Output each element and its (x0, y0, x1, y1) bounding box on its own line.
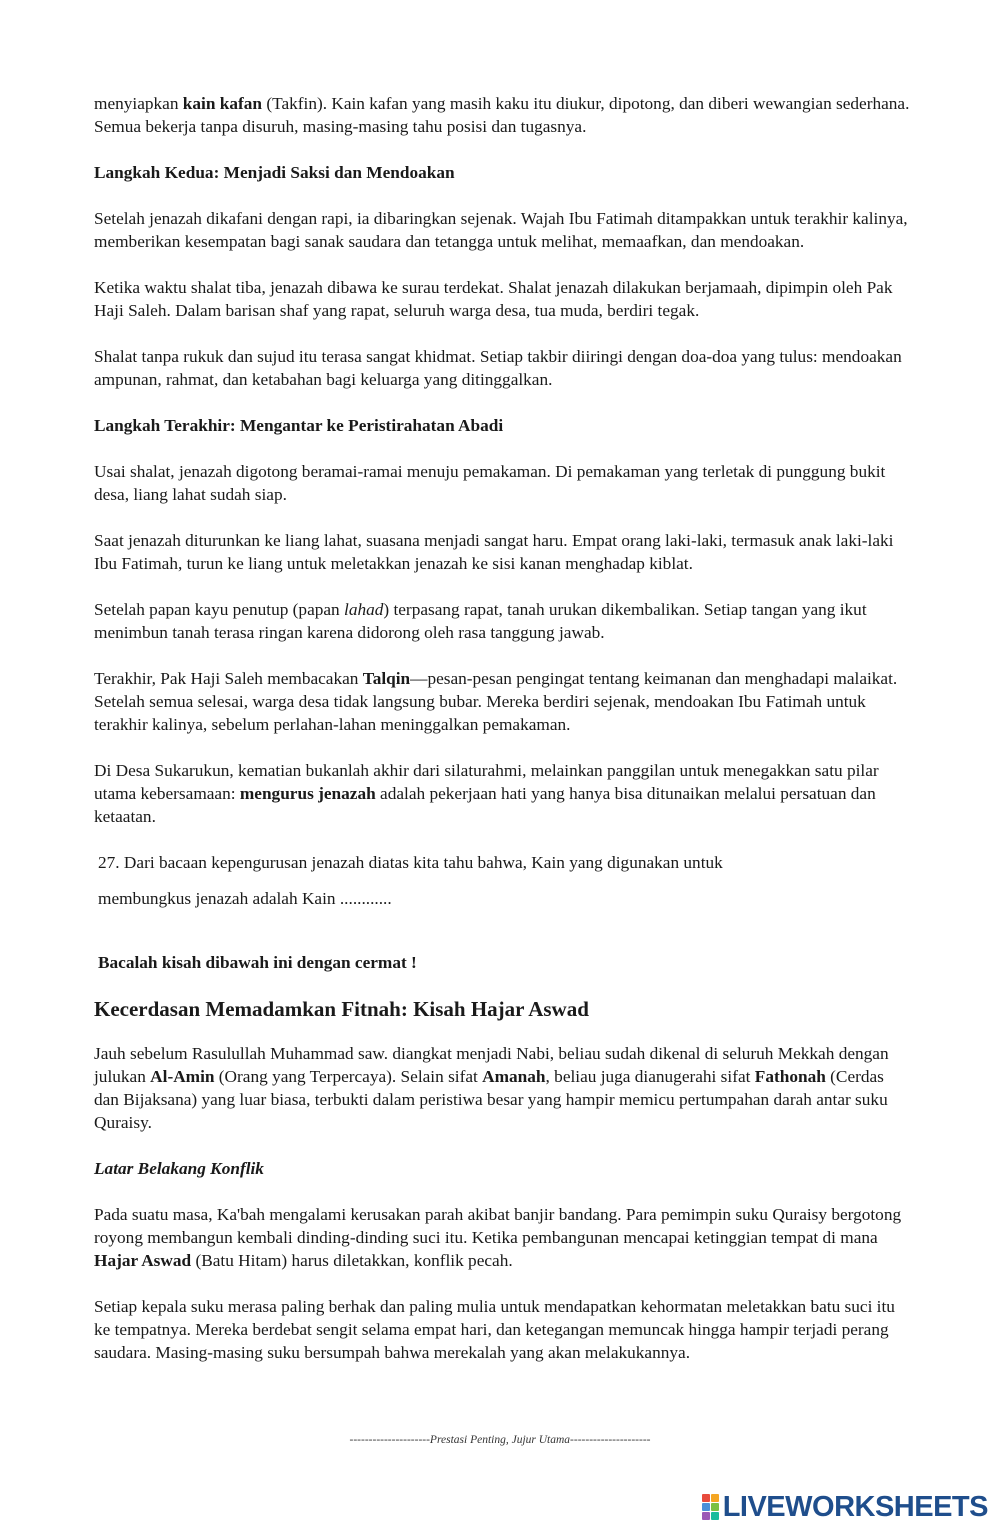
heading-langkah-terakhir: Langkah Terakhir: Mengantar ke Peristirahatan Abadi (94, 416, 504, 435)
brand-name: LIVEWORKSHEETS (722, 1490, 988, 1523)
paragraph: Ketika waktu shalat tiba, jenazah dibawa ke surau terdekat. Shalat jenazah dilakukan berjamaah, dipimpin oleh Pak Haji Saleh. Dalam barisan shaf yang rapat, seluruh warga desa, tua muda, berdiri tegak. (94, 278, 893, 320)
paragraph: Setiap kepala suku merasa paling berhak dan paling mulia untuk mendapatkan kehormatan meletakkan batu suci itu ke tempatnya. Mereka berdebat sengit selama empat hari, dan ketegangan memuncak hingga hampir terjadi perang saudara. Masing-masing suku bersumpah bahwa merekalah yang akan melakukannya. (94, 1297, 895, 1362)
liveworksheets-logo-icon (702, 1494, 719, 1520)
liveworksheets-brand[interactable] (702, 1490, 988, 1524)
paragraph: Jauh sebelum Rasulullah Muhammad saw. diangkat menjadi Nabi, beliau sudah dikenal di seluruh Mekkah dengan julukan Al-Amin (Orang yang Terpercaya). Selain sifat Amanah, beliau juga dianugerahi sifat Fathonah (Cerdas dan Bijaksana) yang luar biasa, terbukti dalam peristiwa besar yang hampir memicu pertumpahan darah antar suku Quraisy. (94, 1044, 889, 1132)
paragraph: Setelah jenazah dikafani dengan rapi, ia dibaringkan sejenak. Wajah Ibu Fatimah ditampakkan untuk terakhir kalinya, memberikan kesempatan bagi sanak saudara dan tetangga untuk melihat, memaafkan, dan mendoakan. (94, 209, 908, 251)
question-line-1: 27. Dari bacaan kepengurusan jenazah diatas kita tahu bahwa, Kain yang digunakan untuk (98, 853, 723, 872)
page-footer: ---------------------Prestasi Penting, Jujur Utama--------------------- (349, 1434, 651, 1446)
logo-square (711, 1512, 719, 1520)
intro-paragraph: menyiapkan kain kafan (Takfin). Kain kafan yang masih kaku itu diukur, dipotong, dan diberi wewangian sederhana. Semua bekerja tanpa disuruh, masing-masing tahu posisi dan tugasnya. (94, 94, 910, 136)
paragraph: Shalat tanpa rukuk dan sujud itu terasa sangat khidmat. Setiap takbir diiringi dengan doa-doa yang tulus: mendoakan ampunan, rahmat, dan ketabahan bagi keluarga yang ditinggalkan. (94, 347, 902, 389)
paragraph: Di Desa Sukarukun, kematian bukanlah akhir dari silaturahmi, melainkan panggilan untuk menegakkan satu pilar utama kebersamaan: mengurus jenazah adalah pekerjaan hati yang hanya bisa ditunaikan melalui persatuan dan ketaatan. (94, 761, 879, 826)
story-title: Kecerdasan Memadamkan Fitnah: Kisah Hajar Aswad (94, 997, 589, 1021)
reading-instruction: Bacalah kisah dibawah ini dengan cermat ! (98, 953, 417, 972)
paragraph: Saat jenazah diturunkan ke liang lahat, suasana menjadi sangat haru. Empat orang laki-laki, termasuk anak laki-laki Ibu Fatimah, turun ke liang untuk meletakkan jenazah ke sisi kanan menghadap kiblat. (94, 531, 894, 573)
question-27 (94, 845, 910, 917)
question-line-2: membungkus jenazah adalah Kain ............ (98, 889, 392, 908)
heading-latar-belakang: Latar Belakang Konflik (94, 1159, 264, 1178)
logo-square (702, 1494, 710, 1502)
logo-square (711, 1503, 719, 1511)
heading-langkah-kedua: Langkah Kedua: Menjadi Saksi dan Mendoakan (94, 163, 455, 182)
paragraph: Setelah papan kayu penutup (papan lahad) terpasang rapat, tanah urukan dikembalikan. Setiap tangan yang ikut menimbun tanah terasa ringan karena didorong oleh rasa tanggung jawab. (94, 600, 867, 642)
logo-square (711, 1494, 719, 1502)
paragraph: Usai shalat, jenazah digotong beramai-ramai menuju pemakaman. Di pemakaman yang terletak di punggung bukit desa, liang lahat sudah siap. (94, 462, 886, 504)
logo-square (702, 1512, 710, 1520)
paragraph: Pada suatu masa, Ka'bah mengalami kerusakan parah akibat banjir bandang. Para pemimpin suku Quraisy bergotong royong membangun kembali dinding-dinding suci itu. Ketika pembangunan mencapai ketinggian tempat di mana Hajar Aswad (Batu Hitam) harus diletakkan, konflik pecah. (94, 1205, 902, 1270)
document-page (94, 92, 910, 1364)
paragraph: Terakhir, Pak Haji Saleh membacakan Talqin—pesan-pesan pengingat tentang keimanan dan menghadapi malaikat. Setelah semua selesai, warga desa tidak langsung bubar. Mereka berdiri sejenak, mendoakan Ibu Fatimah untuk terakhir kalinya, sebelum perlahan-lahan meninggalkan pemakaman. (94, 669, 898, 734)
logo-square (702, 1503, 710, 1511)
